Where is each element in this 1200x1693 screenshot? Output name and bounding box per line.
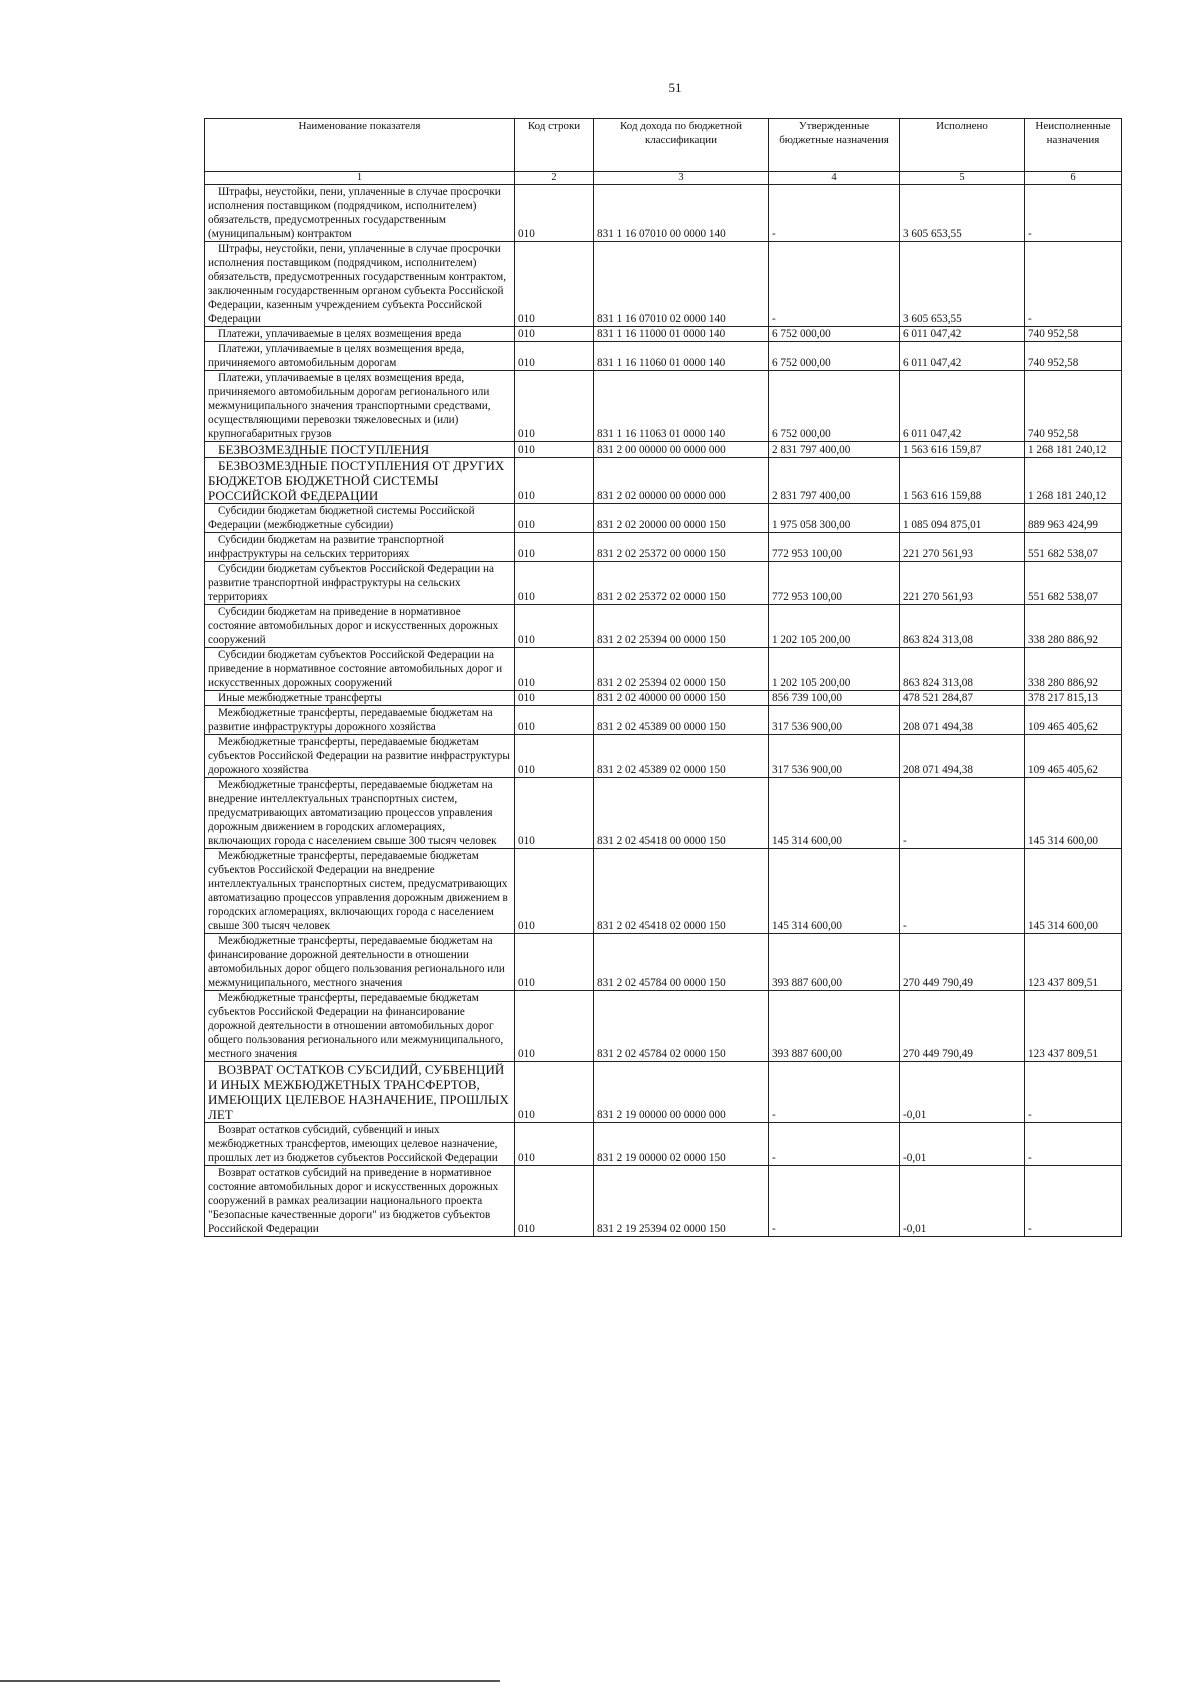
line-code-cell: 010: [515, 605, 594, 648]
unexecuted-cell: 109 465 405,62: [1025, 735, 1122, 778]
row-name-cell: Субсидии бюджетам на развитие транспортной инфраструктуры на сельских территориях: [205, 533, 515, 562]
table-row: [205, 1062, 1122, 1123]
row-name-cell: Межбюджетные трансферты, передаваемые бюджетам субъектов Российской Федерации на финансирование дорожной деятельности в отношении автомобильных дорог общего пользования регионального или межмуниципального, местного значения: [205, 991, 515, 1062]
income-code-cell: 831 1 16 11060 01 0000 140: [594, 342, 769, 371]
footer-rule: [0, 1680, 500, 1682]
header-unexecuted: Неисполненные назначения: [1025, 119, 1122, 172]
executed-cell: 221 270 561,93: [900, 562, 1025, 605]
line-code-cell: 010: [515, 371, 594, 442]
executed-cell: 1 563 616 159,87: [900, 442, 1025, 458]
row-name-cell: Межбюджетные трансферты, передаваемые бюджетам на развитие инфраструктуры дорожного хозяйства: [205, 706, 515, 735]
approved-cell: 145 314 600,00: [769, 849, 900, 934]
row-name-cell: Межбюджетные трансферты, передаваемые бюджетам субъектов Российской Федерации на развитие инфраструктуры дорожного хозяйства: [205, 735, 515, 778]
executed-cell: 208 071 494,38: [900, 706, 1025, 735]
approved-cell: 772 953 100,00: [769, 533, 900, 562]
row-name-cell: Межбюджетные трансферты, передаваемые бюджетам на финансирование дорожной деятельности в отношении автомобильных дорог общего пользования регионального или межмуниципального, местного значения: [205, 934, 515, 991]
table-row: [205, 342, 1122, 371]
row-name-cell: БЕЗВОЗМЕЗДНЫЕ ПОСТУПЛЕНИЯ: [205, 442, 515, 458]
table-row: [205, 371, 1122, 442]
line-code-cell: 010: [515, 242, 594, 327]
income-code-cell: 831 2 19 00000 02 0000 150: [594, 1123, 769, 1166]
income-code-cell: 831 1 16 07010 02 0000 140: [594, 242, 769, 327]
table-row: [205, 648, 1122, 691]
table-row: [205, 605, 1122, 648]
approved-cell: 1 202 105 200,00: [769, 648, 900, 691]
header-row: [205, 119, 1122, 172]
unexecuted-cell: 1 268 181 240,12: [1025, 458, 1122, 504]
approved-cell: 393 887 600,00: [769, 991, 900, 1062]
unexecuted-cell: 740 952,58: [1025, 342, 1122, 371]
table-row: [205, 327, 1122, 342]
income-code-cell: 831 1 16 11000 01 0000 140: [594, 327, 769, 342]
income-code-cell: 831 2 02 45389 02 0000 150: [594, 735, 769, 778]
row-name-cell: Межбюджетные трансферты, передаваемые бюджетам субъектов Российской Федерации на внедрение интеллектуальных транспортных систем, предусматривающих автоматизацию процессов управления дорожным движением в городских агломерациях, включающих города с населением свыше 300 тысяч человек: [205, 849, 515, 934]
unexecuted-cell: 551 682 538,07: [1025, 533, 1122, 562]
line-code-cell: 010: [515, 533, 594, 562]
table-row: [205, 185, 1122, 242]
row-name-cell: Платежи, уплачиваемые в целях возмещения вреда, причиняемого автомобильным дорогам: [205, 342, 515, 371]
line-code-cell: 010: [515, 691, 594, 706]
line-code-cell: 010: [515, 648, 594, 691]
approved-cell: 2 831 797 400,00: [769, 442, 900, 458]
approved-cell: 6 752 000,00: [769, 371, 900, 442]
executed-cell: 1 563 616 159,88: [900, 458, 1025, 504]
executed-cell: 3 605 653,55: [900, 185, 1025, 242]
approved-cell: -: [769, 1166, 900, 1237]
income-code-cell: 831 2 02 25394 02 0000 150: [594, 648, 769, 691]
income-code-cell: 831 2 02 45418 02 0000 150: [594, 849, 769, 934]
income-code-cell: 831 1 16 07010 00 0000 140: [594, 185, 769, 242]
table-row: [205, 562, 1122, 605]
approved-cell: 6 752 000,00: [769, 327, 900, 342]
column-number: 1: [205, 172, 515, 185]
line-code-cell: 010: [515, 327, 594, 342]
line-code-cell: 010: [515, 1062, 594, 1123]
line-code-cell: 010: [515, 458, 594, 504]
table-row: [205, 991, 1122, 1062]
executed-cell: 1 085 094 875,01: [900, 504, 1025, 533]
unexecuted-cell: 889 963 424,99: [1025, 504, 1122, 533]
line-code-cell: 010: [515, 442, 594, 458]
approved-cell: 6 752 000,00: [769, 342, 900, 371]
column-number: 4: [769, 172, 900, 185]
line-code-cell: 010: [515, 778, 594, 849]
row-name-cell: Субсидии бюджетам субъектов Российской Федерации на развитие транспортной инфраструктуры на сельских территориях: [205, 562, 515, 605]
table-row: [205, 849, 1122, 934]
unexecuted-cell: 338 280 886,92: [1025, 648, 1122, 691]
executed-cell: 6 011 047,42: [900, 342, 1025, 371]
column-number: 5: [900, 172, 1025, 185]
executed-cell: 270 449 790,49: [900, 991, 1025, 1062]
row-name-cell: Субсидии бюджетам субъектов Российской Федерации на приведение в нормативное состояние автомобильных дорог и искусственных дорожных сооружений: [205, 648, 515, 691]
table-row: [205, 691, 1122, 706]
unexecuted-cell: 123 437 809,51: [1025, 991, 1122, 1062]
row-name-cell: Субсидии бюджетам на приведение в нормативное состояние автомобильных дорог и искусственных дорожных сооружений: [205, 605, 515, 648]
approved-cell: 856 739 100,00: [769, 691, 900, 706]
table-row: [205, 442, 1122, 458]
approved-cell: 393 887 600,00: [769, 934, 900, 991]
line-code-cell: 010: [515, 342, 594, 371]
unexecuted-cell: 145 314 600,00: [1025, 849, 1122, 934]
approved-cell: 2 831 797 400,00: [769, 458, 900, 504]
income-code-cell: 831 2 19 25394 02 0000 150: [594, 1166, 769, 1237]
row-name-cell: Иные межбюджетные трансферты: [205, 691, 515, 706]
line-code-cell: 010: [515, 185, 594, 242]
executed-cell: -0,01: [900, 1166, 1025, 1237]
unexecuted-cell: -: [1025, 1062, 1122, 1123]
line-code-cell: 010: [515, 504, 594, 533]
executed-cell: 208 071 494,38: [900, 735, 1025, 778]
unexecuted-cell: 145 314 600,00: [1025, 778, 1122, 849]
table-row: [205, 934, 1122, 991]
column-number: 2: [515, 172, 594, 185]
executed-cell: 863 824 313,08: [900, 648, 1025, 691]
unexecuted-cell: 1 268 181 240,12: [1025, 442, 1122, 458]
table-row: [205, 1166, 1122, 1237]
table-row: [205, 504, 1122, 533]
line-code-cell: 010: [515, 706, 594, 735]
approved-cell: -: [769, 185, 900, 242]
line-code-cell: 010: [515, 849, 594, 934]
executed-cell: 221 270 561,93: [900, 533, 1025, 562]
unexecuted-cell: 740 952,58: [1025, 327, 1122, 342]
income-code-cell: 831 2 02 20000 00 0000 150: [594, 504, 769, 533]
income-code-cell: 831 2 02 40000 00 0000 150: [594, 691, 769, 706]
executed-cell: 270 449 790,49: [900, 934, 1025, 991]
income-code-cell: 831 2 02 45784 02 0000 150: [594, 991, 769, 1062]
executed-cell: 863 824 313,08: [900, 605, 1025, 648]
table-row: [205, 242, 1122, 327]
income-code-cell: 831 2 02 45418 00 0000 150: [594, 778, 769, 849]
executed-cell: 6 011 047,42: [900, 371, 1025, 442]
income-code-cell: 831 2 02 25372 02 0000 150: [594, 562, 769, 605]
column-number: 3: [594, 172, 769, 185]
unexecuted-cell: -: [1025, 242, 1122, 327]
approved-cell: -: [769, 1123, 900, 1166]
approved-cell: -: [769, 1062, 900, 1123]
approved-cell: 772 953 100,00: [769, 562, 900, 605]
column-number-row: [205, 172, 1122, 185]
income-code-cell: 831 2 19 00000 00 0000 000: [594, 1062, 769, 1123]
unexecuted-cell: 378 217 815,13: [1025, 691, 1122, 706]
table-row: [205, 533, 1122, 562]
table-row: [205, 1123, 1122, 1166]
header-income-code: Код дохода по бюджетной классификации: [594, 119, 769, 172]
budget-report-table: [204, 118, 1122, 1237]
column-number: 6: [1025, 172, 1122, 185]
income-code-cell: 831 2 02 45389 00 0000 150: [594, 706, 769, 735]
executed-cell: -: [900, 849, 1025, 934]
executed-cell: 6 011 047,42: [900, 327, 1025, 342]
table-row: [205, 458, 1122, 504]
approved-cell: -: [769, 242, 900, 327]
row-name-cell: Субсидии бюджетам бюджетной системы Российской Федерации (межбюджетные субсидии): [205, 504, 515, 533]
executed-cell: -: [900, 778, 1025, 849]
header-indicator-name: Наименование показателя: [205, 119, 515, 172]
table-row: [205, 735, 1122, 778]
approved-cell: 145 314 600,00: [769, 778, 900, 849]
unexecuted-cell: -: [1025, 1166, 1122, 1237]
line-code-cell: 010: [515, 562, 594, 605]
unexecuted-cell: -: [1025, 1123, 1122, 1166]
row-name-cell: Возврат остатков субсидий, субвенций и иных межбюджетных трансфертов, имеющих целевое назначение, прошлых лет из бюджетов субъектов Российской Федерации: [205, 1123, 515, 1166]
line-code-cell: 010: [515, 991, 594, 1062]
line-code-cell: 010: [515, 735, 594, 778]
row-name-cell: Возврат остатков субсидий на приведение в нормативное состояние автомобильных дорог и искусственных дорожных сооружений в рамках реализации национального проекта "Безопасные качественные дороги" из бюджетов субъектов Российской Федерации: [205, 1166, 515, 1237]
line-code-cell: 010: [515, 934, 594, 991]
unexecuted-cell: -: [1025, 185, 1122, 242]
unexecuted-cell: 740 952,58: [1025, 371, 1122, 442]
row-name-cell: БЕЗВОЗМЕЗДНЫЕ ПОСТУПЛЕНИЯ ОТ ДРУГИХ БЮДЖЕТОВ БЮДЖЕТНОЙ СИСТЕМЫ РОССИЙСКОЙ ФЕДЕРАЦИИ: [205, 458, 515, 504]
approved-cell: 317 536 900,00: [769, 706, 900, 735]
row-name-cell: ВОЗВРАТ ОСТАТКОВ СУБСИДИЙ, СУБВЕНЦИЙ И ИНЫХ МЕЖБЮДЖЕТНЫХ ТРАНСФЕРТОВ, ИМЕЮЩИХ ЦЕЛЕВОЕ НАЗНАЧЕНИЕ, ПРОШЛЫХ ЛЕТ: [205, 1062, 515, 1123]
income-code-cell: 831 2 02 25372 00 0000 150: [594, 533, 769, 562]
executed-cell: -0,01: [900, 1123, 1025, 1166]
row-name-cell: Платежи, уплачиваемые в целях возмещения вреда, причиняемого автомобильным дорогам регионального или межмуниципального значения транспортными средствами, осуществляющими перевозки тяжеловесных и (или) крупногабаритных грузов: [205, 371, 515, 442]
line-code-cell: 010: [515, 1123, 594, 1166]
income-code-cell: 831 2 02 00000 00 0000 000: [594, 458, 769, 504]
executed-cell: 478 521 284,87: [900, 691, 1025, 706]
income-code-cell: 831 2 02 45784 00 0000 150: [594, 934, 769, 991]
executed-cell: -0,01: [900, 1062, 1025, 1123]
approved-cell: 1 202 105 200,00: [769, 605, 900, 648]
income-code-cell: 831 2 00 00000 00 0000 000: [594, 442, 769, 458]
unexecuted-cell: 551 682 538,07: [1025, 562, 1122, 605]
header-line-code: Код строки: [515, 119, 594, 172]
executed-cell: 3 605 653,55: [900, 242, 1025, 327]
page-number: 51: [668, 80, 682, 95]
approved-cell: 317 536 900,00: [769, 735, 900, 778]
table-row: [205, 706, 1122, 735]
income-code-cell: 831 2 02 25394 00 0000 150: [594, 605, 769, 648]
header-executed: Исполнено: [900, 119, 1025, 172]
line-code-cell: 010: [515, 1166, 594, 1237]
unexecuted-cell: 123 437 809,51: [1025, 934, 1122, 991]
unexecuted-cell: 109 465 405,62: [1025, 706, 1122, 735]
row-name-cell: Штрафы, неустойки, пени, уплаченные в случае просрочки исполнения поставщиком (подрядчиком, исполнителем) обязательств, предусмотренных государственным контрактом, заключенным государственным органом субъекта Российской Федерации, казенным учреждением субъекта Российской Федерации: [205, 242, 515, 327]
row-name-cell: Штрафы, неустойки, пени, уплаченные в случае просрочки исполнения поставщиком (подрядчиком, исполнителем) обязательств, предусмотренных государственным (муниципальным) контрактом: [205, 185, 515, 242]
table-body: [205, 185, 1122, 1237]
row-name-cell: Платежи, уплачиваемые в целях возмещения вреда: [205, 327, 515, 342]
header-approved: Утвержденные бюджетные назначения: [769, 119, 900, 172]
approved-cell: 1 975 058 300,00: [769, 504, 900, 533]
unexecuted-cell: 338 280 886,92: [1025, 605, 1122, 648]
income-code-cell: 831 1 16 11063 01 0000 140: [594, 371, 769, 442]
row-name-cell: Межбюджетные трансферты, передаваемые бюджетам на внедрение интеллектуальных транспортных систем, предусматривающих автоматизацию процессов управления дорожным движением в городских агломерациях, включающих города с населением свыше 300 тысяч человек: [205, 778, 515, 849]
table-row: [205, 778, 1122, 849]
